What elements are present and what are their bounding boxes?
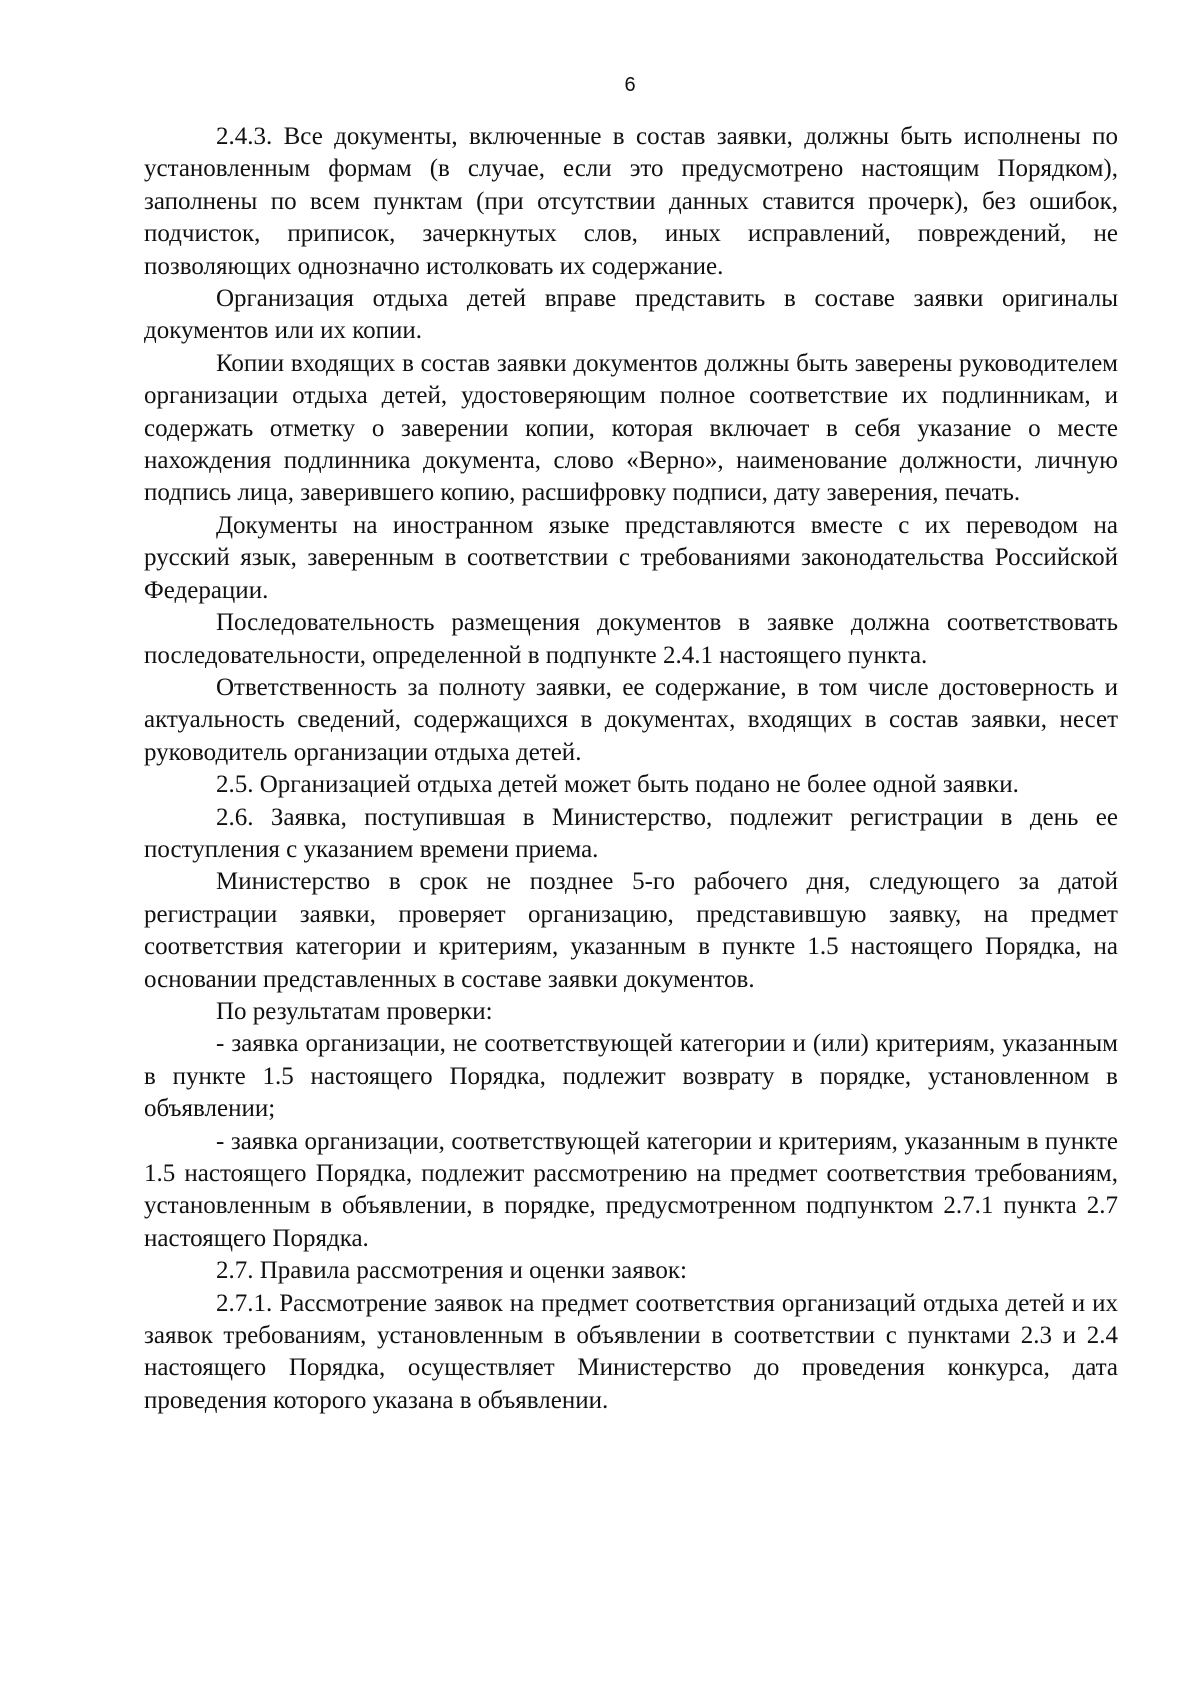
- paragraph-2-4-3: 2.4.3. Все документы, включенные в состав заявки, должны быть исполнены по установленным формам (в случае, если это предусмотрено настоящим Порядком), заполнены по всем пунктам (при отсутствии данных ставится прочерк), без ошибок, подчисток, приписок, зачеркнутых слов, иных исправлений, повреждений, не позволяющих однозначно истолковать их содержание.: [144, 123, 1118, 280]
- paragraph-document-order: Последовательность размещения документов в заявке должна соответствовать последовательности, определенной в подпункте 2.4.1 настоящего пункта.: [144, 609, 1118, 669]
- paragraph-ministry-check: Министерство в срок не позднее 5-го рабочего дня, следующего за датой регистрации заявки, проверяет организацию, представившую заявку, на предмет соответствия категории и критериям, указанным в пункте 1.5 настоящего Порядка, на основании представленных в составе заявки документов.: [144, 868, 1118, 993]
- paragraph-foreign-documents: Документы на иностранном языке представляются вместе с их переводом на русский язык, заверенным в соответствии с требованиями законодательства Российской Федерации.: [144, 511, 1118, 604]
- paragraph-check-results: По результатам проверки:: [216, 997, 493, 1025]
- list-item-return: - заявка организации, не соответствующей категории и (или) критериям, указанным в пункте 1.5 настоящего Порядка, подлежит возврату в порядке, установленном в объявлении;: [144, 1030, 1118, 1123]
- paragraph-responsibility: Ответственность за полноту заявки, ее содержание, в том числе достоверность и актуальность сведений, содержащихся в документах, входящих в состав заявки, несет руководитель организации отдыха детей.: [144, 673, 1118, 766]
- paragraph-originals-or-copies: Организация отдыха детей вправе представить в составе заявки оригиналы документов или их копии.: [144, 285, 1118, 345]
- paragraph-copies-certification: Копии входящих в состав заявки документов должны быть заверены руководителем организации отдыха детей, удостоверяющим полное соответствие их подлинникам, и содержать отметку о заверении копии, которая включает в себя указание о месте нахождения подлинника документа, слово «Верно», наименование должности, личную подпись лица, заверившего копию, расшифровку подписи, дату заверения, печать.: [144, 349, 1118, 507]
- page-number: 6: [624, 74, 636, 96]
- paragraph-2-5: 2.5. Организацией отдыха детей может быть подано не более одной заявки.: [216, 771, 1019, 799]
- list-item-review: - заявка организации, соответствующей категории и критериям, указанным в пункте 1.5 настоящего Порядка, подлежит рассмотрению на предмет соответствия требованиям, установленным в объявлении, в порядке, предусмотренном подпунктом 2.7.1 пункта 2.7 настоящего Порядка.: [144, 1127, 1118, 1252]
- paragraph-2-7: 2.7. Правила рассмотрения и оценки заявок:: [216, 1257, 687, 1285]
- document-body: [144, 121, 1118, 1417]
- paragraph-2-7-1: 2.7.1. Рассмотрение заявок на предмет соответствия организаций отдыха детей и их заявок требованиям, установленным в объявлении в соответствии с пунктами 2.3 и 2.4 настоящего Порядка, осуществляет Министерство до проведения конкурса, дата проведения которого указана в объявлении.: [144, 1289, 1118, 1414]
- paragraph-2-6: 2.6. Заявка, поступившая в Министерство, подлежит регистрации в день ее поступления с указанием времени приема.: [144, 803, 1118, 863]
